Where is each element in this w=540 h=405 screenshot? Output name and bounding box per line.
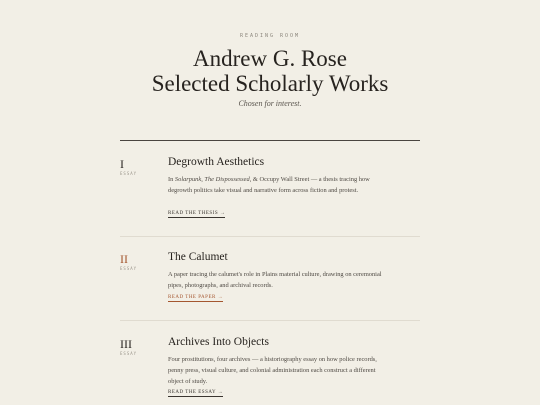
page-title-line-2: Selected Scholarly Works <box>151 71 389 96</box>
read-thesis-link[interactable]: READ THE THESIS → <box>168 211 226 216</box>
work-description <box>168 174 388 196</box>
eyebrow-label: READING ROOM <box>239 33 301 39</box>
entry-divider <box>120 320 420 321</box>
desc-text: , & Occupy Wall Street — a thesis tracing how degrowth politics take visual and narrative form across fiction and protest. <box>168 176 370 194</box>
work-kind: ESSAY <box>120 171 138 176</box>
work-numeral: I <box>120 157 124 171</box>
desc-text: , <box>201 176 205 183</box>
desc-emphasis: Solarpunk <box>174 176 202 183</box>
work-title: The Calumet <box>168 251 228 263</box>
work-title: Archives Into Objects <box>168 336 269 348</box>
read-paper-link[interactable]: READ THE PAPER → <box>168 295 224 300</box>
header-rule <box>120 140 420 141</box>
work-description: Four prostitutions, four archives — a historiography essay on how police records, penny press, visual culture, and colonial administration each construct a different object of study. <box>168 356 377 385</box>
desc-emphasis: The Dispossessed <box>204 176 250 183</box>
work-title: Degrowth Aesthetics <box>168 156 265 168</box>
work-description: A paper tracing the calumet's role in Plains material culture, drawing on ceremonial pipes, photographs, and archival records. <box>168 271 382 289</box>
page-title-line-1: Andrew G. Rose <box>193 46 347 71</box>
desc-text: In <box>168 176 175 183</box>
entry-divider <box>120 236 420 237</box>
work-kind: ESSAY <box>120 351 138 356</box>
work-kind: ESSAY <box>120 266 138 271</box>
page-subtitle: Chosen for interest. <box>238 99 302 108</box>
page-title <box>0 46 540 96</box>
work-numeral: III <box>120 337 132 351</box>
work-numeral: II <box>120 252 128 266</box>
read-essay-link[interactable]: READ THE ESSAY → <box>168 390 224 395</box>
